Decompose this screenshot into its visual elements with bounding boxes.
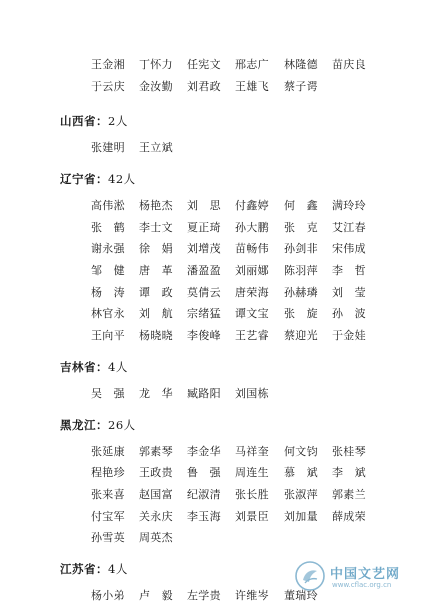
person-name: 蔡迎光 (284, 328, 318, 342)
person-name: 张 克 (284, 220, 318, 234)
person-name: 王艺睿 (235, 328, 269, 342)
person-name: 张桂琴 (332, 444, 366, 458)
person-name: 孙 波 (332, 307, 366, 321)
person-name: 孙赫璘 (284, 285, 318, 299)
person-name: 鲁 强 (187, 466, 221, 480)
province-count: 42人 (108, 172, 136, 187)
person-name: 郭素兰 (332, 488, 366, 501)
province-heading (60, 561, 128, 577)
province-count: 26人 (108, 417, 136, 432)
person-name: 张来喜 (91, 488, 125, 501)
person-name: 李 哲 (332, 264, 366, 277)
person-name: 关永庆 (139, 509, 173, 523)
person-name: 张延康 (91, 444, 125, 458)
province-count: 2人 (108, 114, 128, 129)
person-name: 艾江春 (332, 220, 366, 234)
person-name: 杨艳杰 (139, 199, 173, 213)
person-name: 苗畅伟 (235, 242, 269, 256)
person-name: 唐 革 (139, 264, 173, 277)
person-name: 夏正琦 (187, 220, 221, 234)
person-name: 张 鹤 (91, 220, 125, 234)
person-name: 宋伟成 (332, 242, 366, 256)
person-name: 李俊峰 (187, 328, 221, 342)
person-name: 谢永强 (91, 242, 125, 256)
watermark-title: 中国文艺网 (330, 567, 401, 582)
person-name: 何 鑫 (284, 199, 318, 213)
person-name: 丁怀力 (139, 58, 173, 71)
person-name: 张建明 (91, 141, 125, 155)
province-name: 吉林省： (60, 359, 108, 374)
person-name: 郭素琴 (139, 444, 173, 458)
province-name: 辽宁省： (60, 172, 108, 187)
person-name: 刘 思 (187, 199, 221, 213)
province-count: 4人 (108, 359, 128, 374)
person-name: 于金娃 (332, 328, 366, 342)
person-name: 张淑萍 (284, 488, 318, 501)
person-name: 杨 涛 (91, 285, 125, 299)
person-name: 许维岑 (235, 589, 269, 603)
person-name: 刘国栋 (235, 386, 269, 400)
person-name: 徐 娟 (139, 242, 173, 256)
person-name: 孙雪英 (91, 531, 125, 545)
person-name: 刘增茂 (187, 242, 221, 256)
person-name: 程艳珍 (91, 466, 125, 480)
person-name: 刘加量 (284, 509, 318, 523)
person-name: 刘丽娜 (235, 264, 269, 277)
person-name: 李金华 (187, 444, 221, 458)
person-name: 任宪文 (187, 58, 221, 71)
person-name: 杨小弟 (91, 589, 125, 603)
person-name: 龙 华 (139, 386, 173, 400)
person-name: 王金湘 (91, 58, 125, 71)
province-name: 黑龙江： (60, 417, 108, 432)
person-name: 高伟淞 (91, 199, 125, 213)
province-heading (60, 417, 136, 433)
province-name: 山西省： (60, 114, 108, 129)
province-heading (60, 171, 136, 187)
cflac-logo-icon (294, 560, 326, 592)
person-name: 蔡子谔 (284, 79, 318, 93)
person-name: 张 旋 (284, 307, 318, 321)
person-name: 付宝军 (91, 509, 125, 523)
person-name: 莫倩云 (187, 285, 221, 299)
person-name: 邹 健 (91, 264, 125, 277)
person-name: 周连生 (235, 466, 269, 480)
person-name: 慕 斌 (284, 466, 318, 480)
watermark-url: www.cflac.org.cn (332, 581, 392, 589)
person-name: 马祥奎 (235, 444, 269, 458)
person-name: 金汝勤 (139, 79, 173, 93)
province-heading (60, 113, 128, 129)
person-name: 刘景臣 (235, 509, 269, 523)
person-name: 卢 毅 (139, 589, 173, 603)
province-name: 江苏省： (60, 562, 108, 577)
person-name: 满玲玲 (332, 199, 366, 213)
person-name: 李士文 (139, 220, 173, 234)
person-name: 纪淑清 (187, 488, 221, 501)
person-name: 付鑫婷 (235, 199, 269, 213)
person-name: 王向平 (91, 328, 125, 342)
province-heading (60, 359, 128, 375)
person-name: 林官永 (91, 307, 125, 321)
person-name: 孙剑非 (284, 242, 318, 256)
person-name: 薛成荣 (332, 509, 366, 523)
person-name: 孙大鹏 (235, 220, 269, 234)
person-name: 刘 莹 (332, 285, 366, 299)
person-name: 李 斌 (332, 466, 366, 480)
person-name: 刘君政 (187, 79, 221, 93)
person-name: 宗绪猛 (187, 307, 221, 321)
person-name: 邢志广 (235, 58, 269, 71)
person-name: 王政贵 (139, 466, 173, 480)
person-name: 何文钧 (284, 444, 318, 458)
person-name: 谭文宝 (235, 307, 269, 321)
watermark (294, 560, 414, 594)
person-name: 唐荣海 (235, 285, 269, 299)
person-name: 周英杰 (139, 531, 173, 545)
person-name: 臧路阳 (187, 386, 221, 400)
person-name: 左学贵 (187, 589, 221, 603)
person-name: 赵国富 (139, 488, 173, 501)
person-name: 潘盈盈 (187, 264, 221, 277)
person-name: 陈羽萍 (284, 264, 318, 277)
person-name: 杨晓晓 (139, 328, 173, 342)
person-name: 于云庆 (91, 79, 125, 93)
person-name: 李玉海 (187, 509, 221, 523)
person-name: 王雄飞 (235, 79, 269, 93)
person-name: 刘 航 (139, 307, 173, 321)
person-name: 谭 政 (139, 285, 173, 299)
province-count: 4人 (108, 562, 128, 577)
person-name: 苗庆良 (332, 58, 366, 71)
person-name: 林隆德 (284, 58, 318, 71)
person-name: 吴 强 (91, 386, 125, 400)
person-name: 张长胜 (235, 488, 269, 501)
person-name: 董瑞玲 (284, 589, 318, 603)
person-name: 王立斌 (139, 141, 173, 155)
